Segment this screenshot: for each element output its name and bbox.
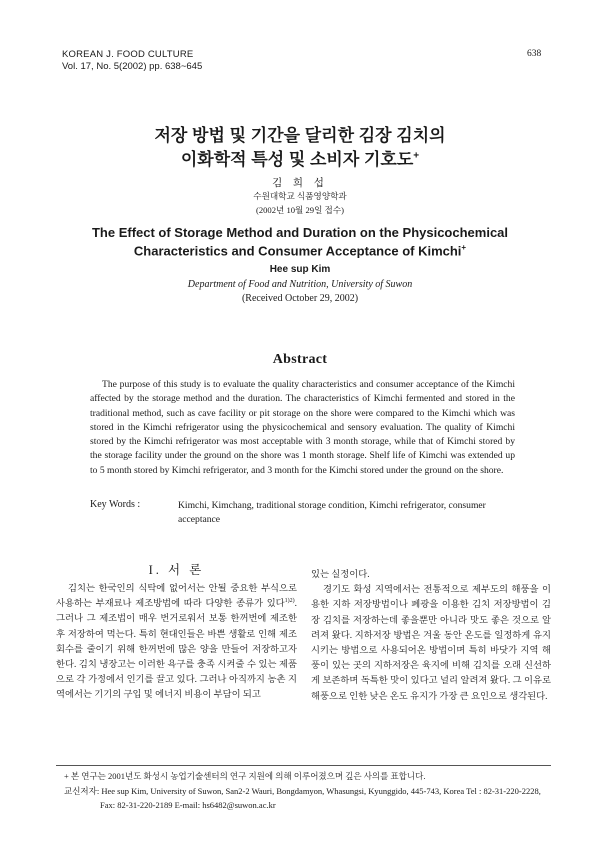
section-heading: I. 서 론 — [148, 563, 205, 577]
title-ko-line2-text: 이화학적 특성 및 소비자 기호도 — [180, 150, 414, 169]
abstract-text: The purpose of this study is to evaluate the quality characteristics and consumer acceptance of the Kimchi affected by the storage method and the duration. The characteristics of Kimchi fermented and stored in the traditional method, such as cave facility or pit storage on the shore were compared to the Kimchi which was stored in the Kimchi refrigerator using the physicochemical and sensory evaluation. The quality of Kimchi stored by the Kimchi refrigerator was most acceptable with 3 month storage, while that of Kimchi stored by the storage facility under the ground on the shore was 1 month storage. Shelf life of Kimchi was extended up to 5 month stored by Kimchi refrigerator, and 3 month for the Kimchi stored under the ground on the shore. — [90, 379, 515, 476]
citation-ref: 1)2) — [284, 598, 295, 605]
keywords-text: Kimchi, Kimchang, traditional storage condition, Kimchi refrigerator, consumer acceptance — [178, 500, 486, 525]
author-en: Hee sup Kim — [269, 264, 331, 275]
right-paragraph-1: 있는 실정이다. — [311, 570, 370, 580]
footnote-contact: Fax: 82-31-220-2189 E-mail: hs6482@suwon.ac.kr — [100, 800, 276, 810]
footnote-divider — [56, 765, 551, 766]
title-en-line2 — [0, 243, 600, 258]
journal-name: KOREAN J. FOOD CULTURE — [62, 49, 194, 60]
abstract-body — [90, 378, 515, 478]
body-right-column — [311, 568, 551, 705]
affiliation-ko: 수원대학교 식품영양학과 — [253, 191, 347, 201]
title-ko-mark: + — [413, 150, 420, 162]
left-p1-part-a: 김치는 한국인의 식탁에 없어서는 안될 중요한 부식으로 사용하는 부재료나 제조방법에 따라 다양한 종류가 있다 — [56, 584, 297, 610]
page-number: 638 — [527, 49, 542, 59]
received-date-en: (Received October 29, 2002) — [241, 293, 359, 304]
left-p1-part-b: . 그러나 그 제조법이 매우 번거로워서 보통 한꺼번에 제조한 후 저장하여 먹는다. 특히 현대인들은 바쁜 생활로 인해 제조 회수를 줄이기 위해 한꺼번에 많은 양을 만들어 저장하고자 한다. 김치 냉장고는 이러한 욕구를 충족 시켜줄 수 있는 제품으로 각 가정에서 인기를 끌고 있다. 그러나 아직까지 농촌 지역에서는 기기의 구입 및 에너지 비용이 부담이 되고 — [56, 599, 297, 701]
title-en-line1: The Effect of Storage Method and Duration on the Physicochemical — [91, 225, 509, 240]
received-date-ko: (2002년 10월 29일 접수) — [255, 205, 345, 215]
footnote-corresponding-author: 교신저자: Hee sup Kim, University of Suwon, San2-2 Wauri, Bongdamyon, Whasungsi, Kyunggido, 445-743, Korea Tel : 82-31-220-2228, — [64, 786, 541, 796]
author-ko: 김 희 섭 — [272, 178, 328, 189]
abstract-heading: Abstract — [272, 352, 328, 367]
left-paragraph-1 — [56, 582, 297, 704]
title-ko-line2 — [0, 145, 600, 170]
right-paragraph-2: 경기도 화성 지역에서는 전통적으로 제부도의 해풍을 이용한 지하 저장방법이나 폐광을 이용한 김치 저장방법이 김장 김치를 저장하는데 좋을뿐만 아니라 맛도 좋은 것으로 알려져 왔다. 지하저장 방법은 겨울 동안 온도를 일정하게 유지시키는 방법으로 사용되어온 방법이며 특히 바닷가 지역 해풍이 있는 곳의 지하저장은 육지에 비해 김치를 오래 신선하게 보존하며 독특한 맛이 있다고 널리 알려져 왔다. 그 이유로 해풍으로 인한 낮은 온도 유지가 가장 큰 요인으로 생각된다. — [311, 585, 551, 702]
body-left-column — [56, 582, 297, 704]
title-ko-line1: 저장 방법 및 기간을 달리한 김장 김치의 — [154, 126, 446, 145]
title-en-line2-text: Characteristics and Consumer Acceptance of Kimchi — [133, 243, 462, 259]
journal-volume: Vol. 17, No. 5(2002) pp. 638~645 — [62, 61, 203, 72]
affiliation-en: Department of Food and Nutrition, University of Suwon — [187, 279, 413, 290]
title-en-mark: + — [461, 243, 467, 252]
footnote-funding: + 본 연구는 2001년도 화성시 농업기술센터의 연구 지원에 의해 이루어졌으며 깊은 사의를 표합니다. — [64, 771, 426, 781]
keywords-label: Key Words : — [90, 499, 141, 510]
